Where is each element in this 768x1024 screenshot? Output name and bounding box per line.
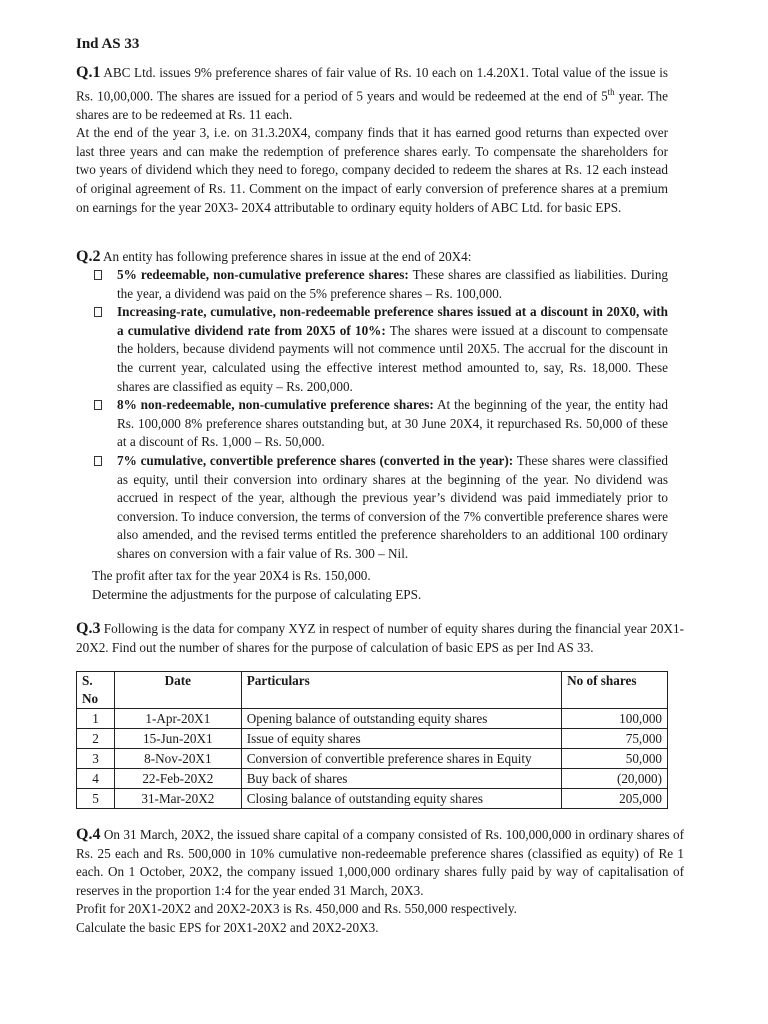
bullet-heading: Increasing-rate, cumulative, non-redeemable preference shares issued at a discount in 20X0, with a cumulative dividend rate from 20X5 of 10%: bbox=[117, 304, 668, 338]
cell-sno: 3 bbox=[77, 749, 115, 769]
cell-date: 1-Apr-20X1 bbox=[114, 709, 241, 729]
cell-sno: 4 bbox=[77, 769, 115, 789]
bullet-box-icon bbox=[94, 307, 102, 317]
question-4-profit: Profit for 20X1-20X2 and 20X2-20X3 is Rs. 450,000 and Rs. 550,000 respectively. bbox=[76, 901, 517, 917]
question-2-determine: Determine the adjustments for the purpose of calculating EPS. bbox=[92, 586, 422, 602]
cell-particulars: Conversion of convertible preference shares in Equity bbox=[241, 749, 561, 769]
bullet-box-icon bbox=[94, 270, 102, 280]
list-item bbox=[92, 396, 668, 452]
bullet-body: These shares are classified as liabilities. During the year, a dividend was paid on the 5% preference shares – Rs. 100,000. bbox=[117, 267, 669, 301]
question-1-superscript: th bbox=[607, 86, 615, 97]
column-header-shares: No of shares bbox=[562, 672, 668, 709]
table-row bbox=[77, 789, 668, 809]
list-item bbox=[92, 303, 668, 396]
question-1-text-b: year. The shares are to be redeemed at Rs. 11 each. bbox=[76, 87, 668, 122]
question-4-statement bbox=[76, 826, 684, 900]
question-2-number: Q.2 bbox=[76, 248, 101, 265]
cell-sno: 1 bbox=[77, 709, 115, 729]
cell-shares: (20,000) bbox=[562, 769, 668, 789]
bullet-body: These shares were classified as equity, until their conversion into ordinary shares at the beginning of the year. No dividend was accrued in respect of the year, although the previous year’s dividend was paid immediately prior to conversion. To induce conversion, the terms of conversion of the 7% convertible preference shares were also amended, and the revised terms entitled the preference shareholders to an additional 100 ordinary shares on conversion with a fair value of Rs. 300 – Nil. bbox=[117, 452, 668, 561]
question-3-text: Following is the data for company XYZ in respect of number of equity shares during the financial year 20X1-20X2. Find out the number of shares for the purpose of calculation of basic EPS as per Ind AS 33. bbox=[76, 621, 685, 655]
cell-date: 31-Mar-20X2 bbox=[114, 789, 241, 809]
bullet-heading: 7% cumulative, convertible preference shares (converted in the year): bbox=[117, 452, 514, 468]
bullet-heading: 5% redeemable, non-cumulative preference shares: bbox=[117, 267, 409, 282]
bullet-body: The shares were issued at a discount to compensate the holders, because dividend payments will not commence until 20X5. The accrual for the discount in the current year, calculated using the effective interest method amounted to, say, Rs. 18,000. These shares are classified as equity – Rs. 200,000. bbox=[117, 322, 669, 394]
question-4-text: On 31 March, 20X2, the issued share capital of a company consisted of Rs. 100,000,000 in ordinary shares of Rs. 25 each and Rs. 500,000 in 10% cumulative non-redeemable preference shares (classified as equity) of Re 1 each. On 1 October, 20X2, the company issued 1,000,000 ordinary shares fully paid by way of capitalisation of reserves in the proportion 1:4 for the year ended 31 March, 20X3. bbox=[76, 827, 685, 898]
table-row bbox=[77, 729, 668, 749]
cell-particulars: Buy back of shares bbox=[241, 769, 561, 789]
question-1-statement bbox=[76, 64, 668, 124]
question-1-text-a: ABC Ltd. issues 9% preference shares of fair value of Rs. 10 each on 1.4.20X1. Total value of the issue is Rs. 10,00,000. The shares are issued for a period of 5 years and would be redeemed at the end of 5 bbox=[76, 65, 668, 103]
question-3 bbox=[76, 620, 684, 657]
bullet-box-icon bbox=[94, 456, 102, 466]
cell-sno: 2 bbox=[77, 729, 115, 749]
column-header-particulars: Particulars bbox=[241, 672, 561, 709]
cell-particulars: Issue of equity shares bbox=[241, 729, 561, 749]
question-3-number: Q.3 bbox=[76, 620, 101, 637]
shares-table bbox=[76, 671, 668, 809]
bullet-body: At the beginning of the year, the entity had Rs. 100,000 8% preference shares outstanding but, at 30 June 20X4, it repurchased Rs. 50,000 of these at a discount of Rs. 1,000 – Rs. 50,000. bbox=[117, 397, 668, 450]
cell-shares: 75,000 bbox=[562, 729, 668, 749]
question-1-number: Q.1 bbox=[76, 64, 101, 81]
table-header-row bbox=[77, 672, 668, 709]
cell-date: 15-Jun-20X1 bbox=[114, 729, 241, 749]
question-4-task: Calculate the basic EPS for 20X1-20X2 and 20X2-20X3. bbox=[76, 919, 379, 935]
cell-shares: 50,000 bbox=[562, 749, 668, 769]
question-1-paragraph-2: At the end of the year 3, i.e. on 31.3.20X4, company finds that it has earned good returns than expected over last three years and can make the redemption of preference shares early. To compensate the shareholders for two years of dividend which they need to forego, company decided to redeem the shares at Rs. 12 each instead of original agreement of Rs. 11. Comment on the impact of early conversion of preference shares at a premium on earnings for the year 20X3- 20X4 attributable to ordinary equity holders of ABC Ltd. for basic EPS. bbox=[76, 125, 668, 215]
list-item bbox=[92, 452, 668, 564]
list-item bbox=[92, 266, 668, 303]
question-2-bullet-list bbox=[92, 266, 668, 564]
table-row bbox=[77, 709, 668, 729]
bullet-heading: 8% non-redeemable, non-cumulative preference shares: bbox=[117, 397, 434, 413]
question-2-intro-text: An entity has following preference shares in issue at the end of 20X4: bbox=[103, 249, 472, 264]
cell-sno: 5 bbox=[77, 789, 115, 809]
question-4-number: Q.4 bbox=[76, 826, 101, 843]
question-4 bbox=[76, 826, 684, 938]
cell-shares: 100,000 bbox=[562, 709, 668, 729]
question-2-profit: The profit after tax for the year 20X4 is Rs. 150,000. bbox=[92, 568, 371, 583]
cell-particulars: Opening balance of outstanding equity shares bbox=[241, 709, 561, 729]
column-header-date: Date bbox=[114, 672, 241, 709]
cell-shares: 205,000 bbox=[562, 789, 668, 809]
table-row bbox=[77, 749, 668, 769]
question-2-intro bbox=[76, 248, 668, 267]
cell-particulars: Closing balance of outstanding equity shares bbox=[241, 789, 561, 809]
document-title: Ind AS 33 bbox=[76, 36, 140, 52]
cell-date: 8-Nov-20X1 bbox=[114, 749, 241, 769]
column-header-sno: S. No bbox=[77, 672, 115, 709]
question-2-closing bbox=[92, 567, 668, 604]
bullet-box-icon bbox=[94, 400, 102, 410]
table-row bbox=[77, 769, 668, 789]
question-1 bbox=[76, 64, 668, 217]
cell-date: 22-Feb-20X2 bbox=[114, 769, 241, 789]
